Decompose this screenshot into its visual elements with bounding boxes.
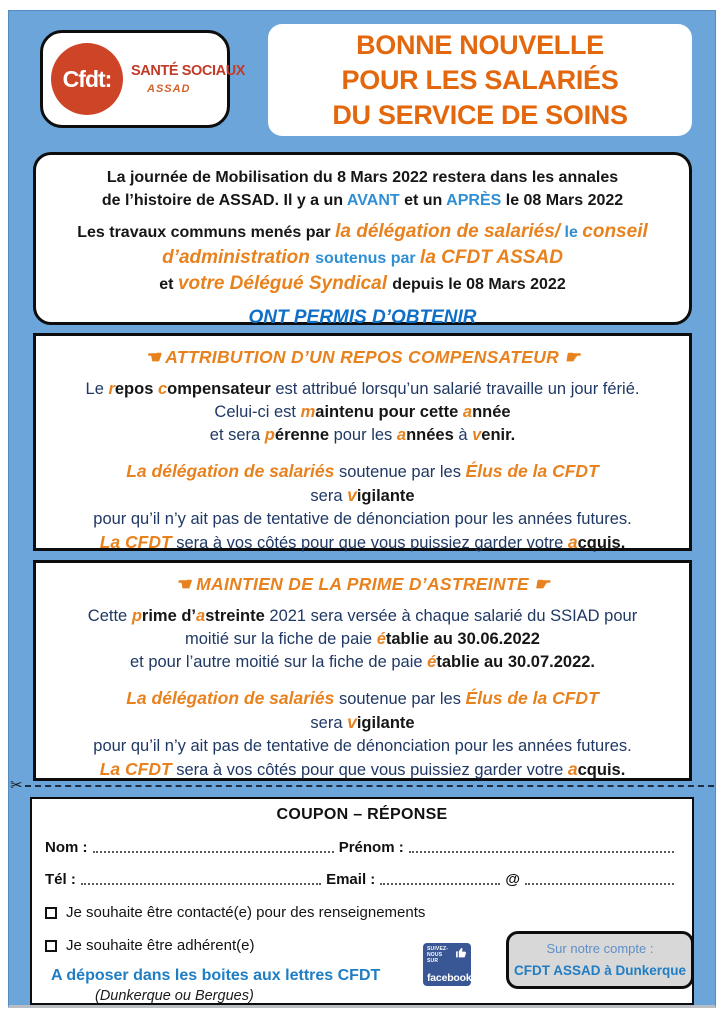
text-line: Les travaux communs menés par la délégation de salariés/ le conseil xyxy=(77,221,648,242)
prenom-label: Prénom : xyxy=(338,839,404,856)
email-field-line xyxy=(380,883,500,885)
account-label: Sur notre compte : xyxy=(546,941,654,956)
repos-heading: ☚ ATTRIBUTION D’UN REPOS COMPENSATEUR ☛ xyxy=(144,347,581,367)
text-line: et pour l’autre moitié sur la fiche de paie établie au 30.07.2022. xyxy=(129,653,596,671)
text-line: d’administration soutenus par la CFDT ASSAD xyxy=(162,247,563,268)
text-line: ONT PERMIS D’OBTENIR xyxy=(248,307,477,328)
cfdt-logo-icon xyxy=(51,43,123,115)
intro-paragraph-1 xyxy=(36,166,689,212)
text-line: pour qu’il n’y ait pas de tentative de dénonciation pour les années futures. xyxy=(93,510,632,528)
facebook-tagline: SUIVEZ-NOUS SUR xyxy=(427,946,449,964)
deposit-instruction: A déposer dans les boites aux lettres CFDT xyxy=(51,967,381,984)
text-line: La journée de Mobilisation du 8 Mars 2022 restera dans les annales xyxy=(106,169,619,186)
facebook-badge xyxy=(423,943,471,986)
contact-row xyxy=(45,871,679,888)
thumbs-up-icon xyxy=(455,946,468,959)
email-label: Email : xyxy=(326,871,376,888)
coupon-reponse xyxy=(30,797,694,1005)
text-line: et votre Délégué Syndical depuis le 08 Mars 2022 xyxy=(159,273,566,294)
checkbox-label-contact: Je souhaite être contacté(e) pour des renseignements xyxy=(66,904,426,921)
title-line-3: DU SERVICE DE SOINS xyxy=(332,99,628,130)
checkbox-icon xyxy=(45,907,57,919)
tel-label: Tél : xyxy=(45,871,76,888)
prime-heading: ☚ MAINTIEN DE LA PRIME D’ASTREINTE ☛ xyxy=(174,574,550,594)
intro-box xyxy=(33,152,692,328)
deposit-locations: (Dunkerque ou Bergues) xyxy=(95,988,254,1004)
text-line: de l’histoire de ASSAD. Il y a un AVANT et un APRÈS le 08 Mars 2022 xyxy=(101,192,624,209)
dashed-rule xyxy=(25,785,714,787)
prime-vigilance xyxy=(36,687,689,782)
name-row xyxy=(45,839,679,856)
text-line: La délégation de salariés soutenue par les Élus de la CFDT xyxy=(126,461,599,481)
account-value: CFDT ASSAD à Dunkerque xyxy=(513,963,687,978)
intro-paragraph-2 xyxy=(36,219,689,297)
account-box xyxy=(506,931,694,989)
nom-field-line xyxy=(93,851,334,853)
repos-body xyxy=(36,378,689,447)
main-title-box xyxy=(268,24,692,136)
repos-compensateur-box xyxy=(33,333,692,551)
prenom-field-line xyxy=(409,851,674,853)
at-sign: @ xyxy=(505,871,521,888)
coupon-title: COUPON – RÉPONSE xyxy=(276,806,448,823)
prime-astreinte-box xyxy=(33,560,692,781)
cfdt-logo xyxy=(40,30,246,128)
text-line: moitié sur la fiche de paie établie au 30.06.2022 xyxy=(185,630,540,648)
title-line-2: POUR LES SALARIÉS xyxy=(341,64,619,95)
scissors-icon: ✂ xyxy=(10,777,23,794)
text-line: sera vigilante xyxy=(310,712,415,732)
text-line: pour qu’il n’y ait pas de tentative de dénonciation pour les années futures. xyxy=(93,737,632,755)
text-line: Le repos compensateur est attribué lorsqu’un salarié travaille un jour férié. xyxy=(85,380,640,398)
tel-field-line xyxy=(81,883,321,885)
text-line: et sera pérenne pour les années à venir. xyxy=(209,426,516,444)
text-line: Cette prime d’astreinte 2021 sera versée à chaque salarié du SSIAD pour xyxy=(87,607,638,625)
text-line: La CFDT sera à vos côtés pour que vous puissiez garder votre acquis. xyxy=(99,532,626,552)
intro-conclusion xyxy=(36,306,689,330)
checkbox-row-contact xyxy=(45,904,679,921)
title-line-1: BONNE NOUVELLE xyxy=(356,29,604,60)
logo-org-name: SANTÉ SOCIAUX xyxy=(131,63,246,79)
text-line: La délégation de salariés soutenue par les Élus de la CFDT xyxy=(126,688,599,708)
text-line: sera vigilante xyxy=(310,485,415,505)
repos-vigilance xyxy=(36,460,689,555)
email-domain-field-line xyxy=(525,883,674,885)
text-line: Celui-ci est maintenu pour cette année xyxy=(214,403,511,421)
facebook-wordmark: facebook xyxy=(427,972,472,984)
logo-sub-name: ASSAD xyxy=(147,83,191,95)
checkbox-icon xyxy=(45,940,57,952)
cfdt-brand-text: Cfdt: xyxy=(62,65,112,92)
checkbox-label-adherent: Je souhaite être adhérent(e) xyxy=(66,937,255,954)
text-line: La CFDT sera à vos côtés pour que vous puissiez garder votre acquis. xyxy=(99,759,626,779)
cut-line xyxy=(10,778,714,794)
prime-body xyxy=(36,605,689,674)
nom-label: Nom : xyxy=(45,839,88,856)
